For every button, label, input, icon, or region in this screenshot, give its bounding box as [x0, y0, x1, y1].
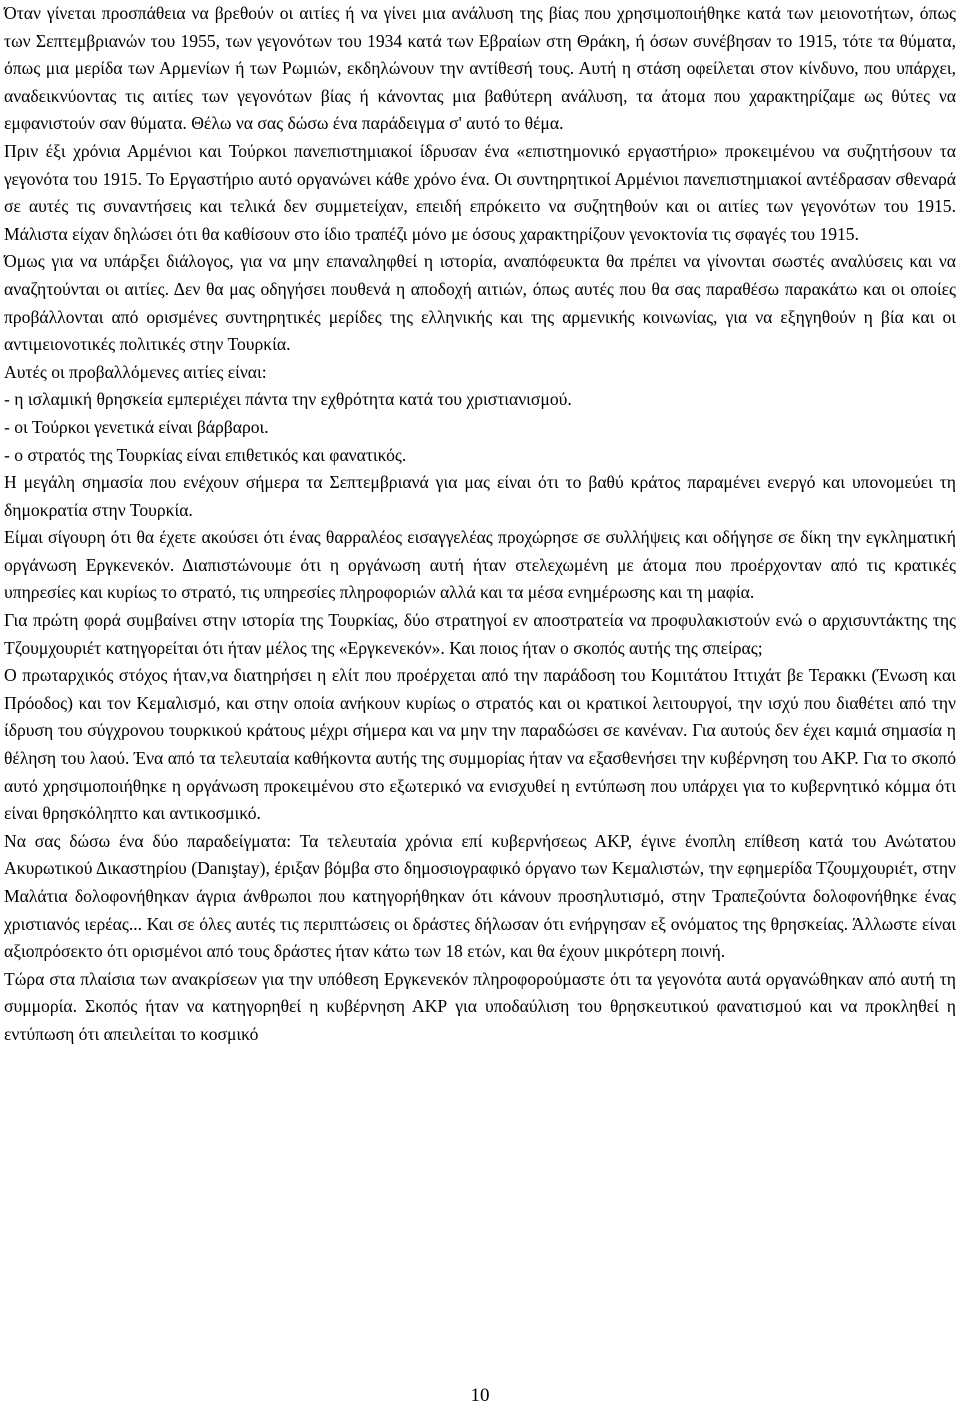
- paragraph-deep-state: Η μεγάλη σημασία που ενέχουν σήμερα τα Σεπτεμβριανά για μας είναι ότι το βαθύ κράτος παραμένει ενεργό και υπονομεύει τη δημοκρατία στην Τουρκία.: [4, 472, 956, 520]
- list-item-genetics: - οι Τούρκοι γενετικά είναι βάρβαροι.: [4, 416, 269, 437]
- paragraph-violence-causes: Όταν γίνεται προσπάθεια να βρεθούν οι αιτίες ή να γίνει μια ανάλυση της βίας που χρησιμοποιήθηκε κατά των μειονοτήτων, όπως των Σεπτεμβριανών του 1955, των γεγονότων του 1934 κατά των Εβραίων στη Θράκη, ή όσων συνέβησαν το 1915, τότε τα θύματα, όπως μια μερίδα των Αρμενίων ή των Ρωμιών, εκδηλώνουν την αντίθεσή τους. Αυτή η στάση οφείλεται στον κίνδυνο, που υπάρχει, αναδεικνύοντας τις αιτίες των γεγονότων βίας ή κάνοντας μια βαθύτερη ανάλυση, τα άτομα που χαρακτηρίζαμε ως θύτες να εμφανιστούν σαν θύματα. Θέλω να σας δώσω ένα παράδειγμα σ' αυτό το θέμα.: [4, 3, 956, 134]
- paragraph-causes-intro: Αυτές οι προβαλλόμενες αιτίες είναι:: [4, 361, 267, 382]
- document-page: [4, 0, 956, 1414]
- paragraph-ergenekon-arrests: Είμαι σίγουρη ότι θα έχετε ακούσει ότι ένας θαρραλέος εισαγγελέας προχώρησε σε συλλήψεις και οδήγησε σε δίκη την εγκληματική οργάνωση Εργκενεκόν. Διαπιστώνουμε ότι η οργάνωση αυτή ήταν στελεχωμένη με άτομα που προέρχονταν από τις κρατικές υπηρεσίες και κυρίως το στρατό, τις υπηρεσίες πληροφοριών αλλά και τα μέσα ενημέρωσης και τη μαφία.: [4, 527, 956, 603]
- paragraph-examples: Να σας δώσω ένα δύο παραδείγματα: Τα τελευταία χρόνια επί κυβερνήσεως ΑΚΡ, έγινε ένοπλη επίθεση κατά του Ανώτατου Ακυρωτικού Δικαστηρίου (Danıştay), έριξαν βόμβα στο δημοσιογραφικό όργανο των Κεμαλιστών, την εφημερίδα Τζουμχουριέτ, στην Μαλάτια δολοφονήθηκαν άγρια άνθρωποι που κατηγορήθηκαν ότι κάνουν προσηλυτισμό, στην Τραπεζούντα δολοφονήθηκε ένας χριστιανός ιερέας... Και σε όλες αυτές τις περιπτώσεις οι δράστες δήλωσαν ότι ενήργησαν εξ ονόματος της θρησκείας. Άλλωστε είναι αξιοπρόσεκτο ότι ορισμένοι από τους δράστες ήταν κάτω των 18 ετών, και θα έχουν μικρότερη ποινή.: [4, 830, 956, 962]
- list-item-army: - ο στρατός της Τουρκίας είναι επιθετικός και φανατικός.: [4, 444, 407, 465]
- paragraph-dialogue: Όμως για να υπάρξει διάλογος, για να μην επαναληφθεί η ιστορία, αναπόφευκτα θα πρέπει να γίνονται σωστές αναλύσεις και να αναζητούνται οι αιτίες. Δεν θα μας οδηγήσει πουθενά η αποδοχή αιτιών, όπως αυτές που θα σας παραθέσω παρακάτω και οι οποίες προβάλλονται από ορισμένες συντηρητικές μερίδες της ελληνικής και της αρμενικής κοινωνίας, για να εξηγηθούν η βία και οι αντιμειονοτικές πολιτικές στην Τουρκία.: [4, 251, 956, 355]
- paragraph-generals: Για πρώτη φορά συμβαίνει στην ιστορία της Τουρκίας, δύο στρατηγοί εν αποστρατεία να προφυλακιστούν ενώ ο αρχισυντάκτης της Τζουμχουριέτ κατηγορείται ότι ήταν μέλος της «Εργκενεκόν». Και ποιος ήταν ο σκοπός αυτής της σπείρας;: [4, 610, 956, 658]
- page-number: 10: [470, 1385, 490, 1406]
- paragraph-primary-goal: Ο πρωταρχικός στόχος ήταν,να διατηρήσει η ελίτ που προέρχεται από την παράδοση του Κομιτάτου Ιττιχάτ βε Τερακκι (Ένωση και Πρόοδος) και τον Κεμαλισμό, και στην οποία ανήκουν κυρίως ο στρατός και οι κρατικοί λειτουργοί, την ισχύ που διαθέτει από την ίδρυση του σύγχρονου τουρκικού κράτους μέχρι σήμερα και να μην την παραδώσει σε κανέναν. Για αυτούς δεν έχει καμιά σημασία η θέληση του λαού. Ένα από τα τελευταία καθήκοντα αυτής της συμμορίας ήταν να εξασθενήσει την κυβέρνηση του ΑΚΡ. Για το σκοπό αυτό χρησιμοποιήθηκε η οργάνωση προκειμένου στο εξωτερικό να ενισχυθεί η εντύπωση που υπάρχει για το κυβερνητικό κόμμα ότι είναι θρησκόληπτο και αντικοσμικό.: [4, 665, 956, 824]
- list-item-islam: - η ισλαμική θρησκεία εμπεριέχει πάντα την εχθρότητα κατά του χριστιανισμού.: [4, 389, 572, 410]
- paragraph-scientific-workshop: Πριν έξι χρόνια Αρμένιοι και Τούρκοι πανεπιστημιακοί ίδρυσαν ένα «επιστημονικό εργαστήριο» προκειμένου να συζητήσουν τα γεγονότα του 1915. Το Εργαστήριο αυτό οργανώνει κάθε χρόνο ένα. Οι συντηρητικοί Αρμένιοι πανεπιστημιακοί αντέδρασαν σθεναρά σε αυτές τις συναντήσεις και τελικά δεν συμμετείχαν, επειδή επρόκειτο να συζητηθούν και οι αιτίες των γεγονότων του 1915. Μάλιστα είχαν δηλώσει ότι θα καθίσουν στο ίδιο τραπέζι μόνο με όσους χαρακτηρίζουν γενοκτονία τις σφαγές του 1915.: [4, 140, 956, 244]
- paragraph-investigations: Τώρα στα πλαίσια των ανακρίσεων για την υπόθεση Εργκενεκόν πληροφορούμαστε ότι τα γεγονότα αυτά οργανώθηκαν από αυτή τη συμμορία. Σκοπός ήταν να κατηγορηθεί η κυβέρνηση ΑΚΡ για υποδαύλιση του θρησκευτικού φανατισμού και να προκληθεί η εντύπωση ότι απειλείται το κοσμικό: [4, 968, 956, 1044]
